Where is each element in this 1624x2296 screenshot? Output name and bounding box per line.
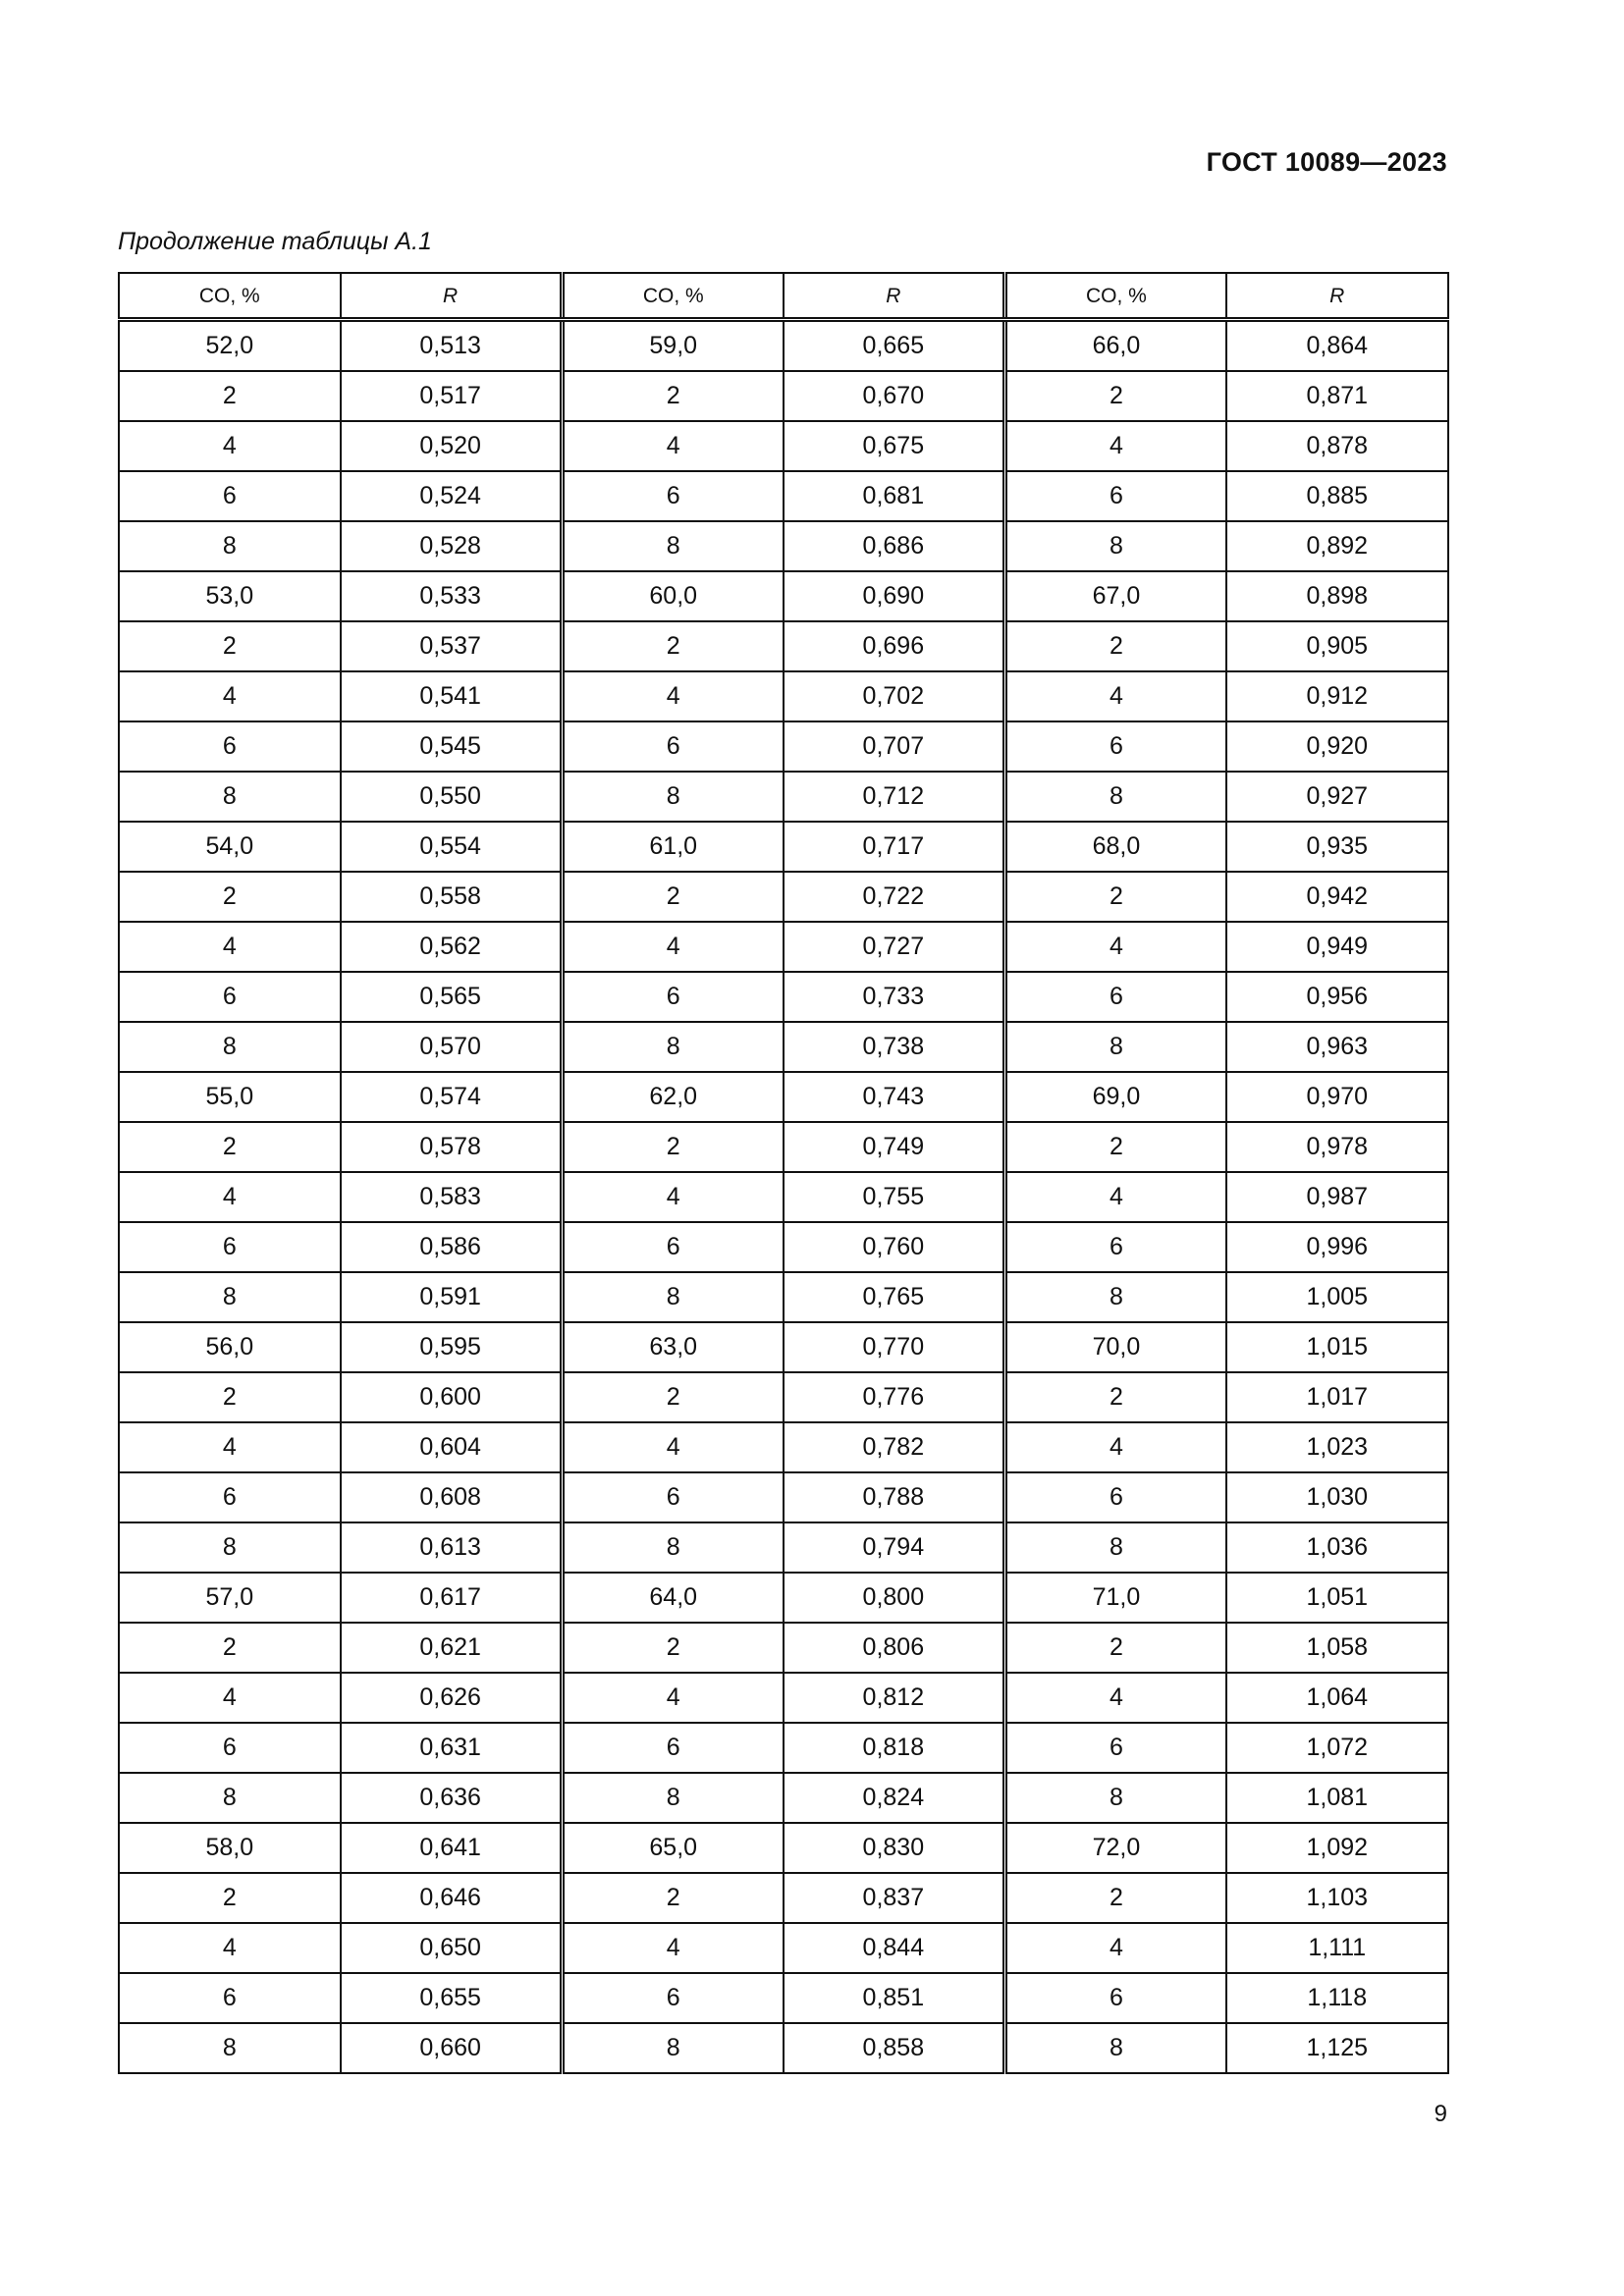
table-row <box>119 1973 1448 2023</box>
r-value-cell: 0,987 <box>1226 1172 1448 1222</box>
r-value-cell: 0,743 <box>784 1072 1005 1122</box>
standard-code: ГОСТ 10089—2023 <box>1206 147 1447 177</box>
r-value-cell: 0,586 <box>341 1222 563 1272</box>
table-row <box>119 721 1448 772</box>
co-percent-cell: 6 <box>119 1973 341 2023</box>
co-percent-cell: 4 <box>1004 671 1226 721</box>
co-percent-cell: 64,0 <box>562 1573 784 1623</box>
co-percent-cell: 52,0 <box>119 320 341 372</box>
r-value-cell: 0,738 <box>784 1022 1005 1072</box>
table-row <box>119 1923 1448 1973</box>
r-value-cell: 0,898 <box>1226 571 1448 621</box>
co-percent-cell: 8 <box>119 1272 341 1322</box>
co-percent-cell: 8 <box>562 1522 784 1573</box>
co-percent-cell: 4 <box>1004 922 1226 972</box>
r-value-cell: 0,727 <box>784 922 1005 972</box>
co-percent-cell: 8 <box>562 1022 784 1072</box>
co-percent-cell: 8 <box>562 2023 784 2073</box>
co-percent-cell: 4 <box>562 922 784 972</box>
r-value-cell: 0,641 <box>341 1823 563 1873</box>
r-value-cell: 0,636 <box>341 1773 563 1823</box>
header-co-1: CO, % <box>119 273 341 320</box>
co-percent-cell: 8 <box>119 772 341 822</box>
r-value-cell: 0,550 <box>341 772 563 822</box>
co-percent-cell: 4 <box>562 421 784 471</box>
co-percent-cell: 4 <box>562 671 784 721</box>
co-percent-cell: 63,0 <box>562 1322 784 1372</box>
co-percent-cell: 2 <box>562 1372 784 1422</box>
co-percent-cell: 6 <box>562 1472 784 1522</box>
r-value-cell: 0,565 <box>341 972 563 1022</box>
co-percent-cell: 8 <box>119 521 341 571</box>
table-row <box>119 1022 1448 1072</box>
co-percent-cell: 6 <box>119 471 341 521</box>
r-value-cell: 0,696 <box>784 621 1005 671</box>
r-value-cell: 0,963 <box>1226 1022 1448 1072</box>
r-value-cell: 0,524 <box>341 471 563 521</box>
r-value-cell: 0,541 <box>341 671 563 721</box>
table-row <box>119 922 1448 972</box>
co-percent-cell: 8 <box>119 1522 341 1573</box>
table-row <box>119 671 1448 721</box>
r-value-cell: 0,578 <box>341 1122 563 1172</box>
co-percent-cell: 66,0 <box>1004 320 1226 372</box>
r-value-cell: 1,103 <box>1226 1873 1448 1923</box>
r-value-cell: 0,885 <box>1226 471 1448 521</box>
co-percent-cell: 4 <box>119 1422 341 1472</box>
r-value-cell: 0,776 <box>784 1372 1005 1422</box>
table-row <box>119 972 1448 1022</box>
co-percent-cell: 6 <box>1004 1472 1226 1522</box>
r-value-cell: 1,015 <box>1226 1322 1448 1372</box>
co-percent-cell: 6 <box>562 1222 784 1272</box>
co-percent-cell: 6 <box>119 721 341 772</box>
table-row <box>119 1472 1448 1522</box>
co-percent-cell: 4 <box>562 1172 784 1222</box>
r-value-cell: 0,760 <box>784 1222 1005 1272</box>
r-value-cell: 0,812 <box>784 1673 1005 1723</box>
header-co-3: CO, % <box>1004 273 1226 320</box>
table-row <box>119 1623 1448 1673</box>
r-value-cell: 1,111 <box>1226 1923 1448 1973</box>
table-row <box>119 1072 1448 1122</box>
table-row <box>119 1573 1448 1623</box>
r-value-cell: 1,125 <box>1226 2023 1448 2073</box>
r-value-cell: 1,005 <box>1226 1272 1448 1322</box>
co-percent-cell: 4 <box>562 1923 784 1973</box>
r-value-cell: 0,670 <box>784 371 1005 421</box>
r-value-cell: 0,942 <box>1226 872 1448 922</box>
r-value-cell: 0,574 <box>341 1072 563 1122</box>
co-r-table <box>118 272 1449 2074</box>
co-percent-cell: 2 <box>1004 621 1226 671</box>
r-value-cell: 0,650 <box>341 1923 563 1973</box>
table-row <box>119 2023 1448 2073</box>
co-percent-cell: 8 <box>1004 1022 1226 1072</box>
r-value-cell: 1,051 <box>1226 1573 1448 1623</box>
r-value-cell: 0,621 <box>341 1623 563 1673</box>
co-percent-cell: 2 <box>562 371 784 421</box>
co-percent-cell: 8 <box>562 1773 784 1823</box>
table-row <box>119 371 1448 421</box>
r-value-cell: 0,830 <box>784 1823 1005 1873</box>
co-percent-cell: 70,0 <box>1004 1322 1226 1372</box>
co-percent-cell: 4 <box>119 421 341 471</box>
r-value-cell: 0,528 <box>341 521 563 571</box>
co-percent-cell: 4 <box>119 671 341 721</box>
r-value-cell: 0,570 <box>341 1022 563 1072</box>
r-value-cell: 1,017 <box>1226 1372 1448 1422</box>
r-value-cell: 1,058 <box>1226 1623 1448 1673</box>
co-percent-cell: 65,0 <box>562 1823 784 1873</box>
co-percent-cell: 4 <box>1004 1923 1226 1973</box>
co-percent-cell: 8 <box>119 2023 341 2073</box>
co-percent-cell: 2 <box>562 1873 784 1923</box>
table-header-row <box>119 273 1448 320</box>
table-row <box>119 1222 1448 1272</box>
r-value-cell: 1,118 <box>1226 1973 1448 2023</box>
co-percent-cell: 6 <box>562 1723 784 1773</box>
r-value-cell: 0,878 <box>1226 421 1448 471</box>
r-value-cell: 0,707 <box>784 721 1005 772</box>
r-value-cell: 0,646 <box>341 1873 563 1923</box>
co-percent-cell: 6 <box>562 471 784 521</box>
co-percent-cell: 72,0 <box>1004 1823 1226 1873</box>
r-value-cell: 0,920 <box>1226 721 1448 772</box>
r-value-cell: 0,749 <box>784 1122 1005 1172</box>
co-percent-cell: 2 <box>119 621 341 671</box>
co-percent-cell: 6 <box>562 972 784 1022</box>
r-value-cell: 0,818 <box>784 1723 1005 1773</box>
co-percent-cell: 2 <box>119 872 341 922</box>
r-value-cell: 0,978 <box>1226 1122 1448 1172</box>
table-row <box>119 872 1448 922</box>
table-row <box>119 1322 1448 1372</box>
r-value-cell: 0,660 <box>341 2023 563 2073</box>
co-percent-cell: 8 <box>1004 1773 1226 1823</box>
co-percent-cell: 6 <box>1004 1222 1226 1272</box>
r-value-cell: 0,520 <box>341 421 563 471</box>
r-value-cell: 0,905 <box>1226 621 1448 671</box>
r-value-cell: 0,722 <box>784 872 1005 922</box>
co-percent-cell: 4 <box>119 1673 341 1723</box>
co-percent-cell: 6 <box>1004 972 1226 1022</box>
table-row <box>119 1823 1448 1873</box>
r-value-cell: 0,613 <box>341 1522 563 1573</box>
r-value-cell: 0,537 <box>341 621 563 671</box>
co-percent-cell: 4 <box>562 1422 784 1472</box>
r-value-cell: 0,733 <box>784 972 1005 1022</box>
r-value-cell: 0,837 <box>784 1873 1005 1923</box>
r-value-cell: 0,558 <box>341 872 563 922</box>
r-value-cell: 0,533 <box>341 571 563 621</box>
table-row <box>119 1873 1448 1923</box>
co-percent-cell: 6 <box>119 1472 341 1522</box>
r-value-cell: 0,554 <box>341 822 563 872</box>
r-value-cell: 0,675 <box>784 421 1005 471</box>
table-row <box>119 1122 1448 1172</box>
co-percent-cell: 6 <box>1004 721 1226 772</box>
co-percent-cell: 8 <box>1004 1522 1226 1573</box>
co-percent-cell: 6 <box>562 1973 784 2023</box>
co-percent-cell: 2 <box>1004 1122 1226 1172</box>
r-value-cell: 0,800 <box>784 1573 1005 1623</box>
r-value-cell: 0,788 <box>784 1472 1005 1522</box>
table-row <box>119 1272 1448 1322</box>
r-value-cell: 0,690 <box>784 571 1005 621</box>
co-percent-cell: 2 <box>562 1122 784 1172</box>
r-value-cell: 0,686 <box>784 521 1005 571</box>
table-row <box>119 1723 1448 1773</box>
co-percent-cell: 2 <box>1004 1372 1226 1422</box>
r-value-cell: 0,949 <box>1226 922 1448 972</box>
r-value-cell: 0,604 <box>341 1422 563 1472</box>
co-percent-cell: 61,0 <box>562 822 784 872</box>
co-percent-cell: 8 <box>119 1773 341 1823</box>
co-percent-cell: 4 <box>1004 1422 1226 1472</box>
r-value-cell: 0,631 <box>341 1723 563 1773</box>
co-percent-cell: 4 <box>1004 421 1226 471</box>
r-value-cell: 1,064 <box>1226 1673 1448 1723</box>
r-value-cell: 0,545 <box>341 721 563 772</box>
r-value-cell: 0,806 <box>784 1623 1005 1673</box>
r-value-cell: 0,794 <box>784 1522 1005 1573</box>
r-value-cell: 0,583 <box>341 1172 563 1222</box>
table-row <box>119 320 1448 372</box>
page-number: 9 <box>1434 2101 1447 2127</box>
r-value-cell: 0,927 <box>1226 772 1448 822</box>
table-row <box>119 621 1448 671</box>
co-percent-cell: 6 <box>1004 471 1226 521</box>
table-body <box>119 320 1448 2074</box>
r-value-cell: 0,562 <box>341 922 563 972</box>
co-percent-cell: 55,0 <box>119 1072 341 1122</box>
co-percent-cell: 2 <box>1004 872 1226 922</box>
table-row <box>119 1773 1448 1823</box>
r-value-cell: 0,617 <box>341 1573 563 1623</box>
table-row <box>119 1372 1448 1422</box>
table-row <box>119 1422 1448 1472</box>
r-value-cell: 0,864 <box>1226 320 1448 372</box>
co-percent-cell: 8 <box>1004 2023 1226 2073</box>
r-value-cell: 0,755 <box>784 1172 1005 1222</box>
co-percent-cell: 59,0 <box>562 320 784 372</box>
co-percent-cell: 6 <box>119 972 341 1022</box>
co-percent-cell: 8 <box>119 1022 341 1072</box>
co-percent-cell: 69,0 <box>1004 1072 1226 1122</box>
co-percent-cell: 2 <box>119 1372 341 1422</box>
header-co-2: CO, % <box>562 273 784 320</box>
co-percent-cell: 8 <box>562 772 784 822</box>
table-row <box>119 571 1448 621</box>
header-r-3: R <box>1226 273 1448 320</box>
table-row <box>119 421 1448 471</box>
co-percent-cell: 2 <box>119 371 341 421</box>
table-row <box>119 1522 1448 1573</box>
co-percent-cell: 4 <box>562 1673 784 1723</box>
r-value-cell: 0,844 <box>784 1923 1005 1973</box>
table-row <box>119 521 1448 571</box>
co-percent-cell: 4 <box>119 922 341 972</box>
r-value-cell: 0,970 <box>1226 1072 1448 1122</box>
r-value-cell: 1,092 <box>1226 1823 1448 1873</box>
co-percent-cell: 2 <box>1004 371 1226 421</box>
table-row <box>119 1673 1448 1723</box>
co-percent-cell: 2 <box>562 621 784 671</box>
co-percent-cell: 68,0 <box>1004 822 1226 872</box>
co-percent-cell: 6 <box>1004 1973 1226 2023</box>
co-percent-cell: 8 <box>562 521 784 571</box>
co-percent-cell: 2 <box>119 1623 341 1673</box>
r-value-cell: 0,717 <box>784 822 1005 872</box>
co-percent-cell: 62,0 <box>562 1072 784 1122</box>
r-value-cell: 0,996 <box>1226 1222 1448 1272</box>
co-percent-cell: 2 <box>1004 1623 1226 1673</box>
co-percent-cell: 67,0 <box>1004 571 1226 621</box>
r-value-cell: 0,782 <box>784 1422 1005 1472</box>
co-percent-cell: 60,0 <box>562 571 784 621</box>
r-value-cell: 0,608 <box>341 1472 563 1522</box>
co-percent-cell: 54,0 <box>119 822 341 872</box>
r-value-cell: 0,665 <box>784 320 1005 372</box>
co-percent-cell: 2 <box>562 1623 784 1673</box>
co-percent-cell: 53,0 <box>119 571 341 621</box>
r-value-cell: 0,871 <box>1226 371 1448 421</box>
r-value-cell: 0,912 <box>1226 671 1448 721</box>
table-row <box>119 822 1448 872</box>
r-value-cell: 0,858 <box>784 2023 1005 2073</box>
r-value-cell: 0,600 <box>341 1372 563 1422</box>
r-value-cell: 1,036 <box>1226 1522 1448 1573</box>
r-value-cell: 0,765 <box>784 1272 1005 1322</box>
co-percent-cell: 4 <box>119 1172 341 1222</box>
r-value-cell: 1,072 <box>1226 1723 1448 1773</box>
co-percent-cell: 2 <box>119 1122 341 1172</box>
header-r-2: R <box>784 273 1005 320</box>
co-percent-cell: 6 <box>119 1723 341 1773</box>
r-value-cell: 1,081 <box>1226 1773 1448 1823</box>
r-value-cell: 0,681 <box>784 471 1005 521</box>
co-percent-cell: 2 <box>562 872 784 922</box>
co-percent-cell: 8 <box>1004 1272 1226 1322</box>
r-value-cell: 0,956 <box>1226 972 1448 1022</box>
co-percent-cell: 56,0 <box>119 1322 341 1372</box>
r-value-cell: 0,702 <box>784 671 1005 721</box>
co-percent-cell: 71,0 <box>1004 1573 1226 1623</box>
co-percent-cell: 4 <box>1004 1172 1226 1222</box>
co-percent-cell: 58,0 <box>119 1823 341 1873</box>
co-percent-cell: 2 <box>119 1873 341 1923</box>
table-caption: Продолжение таблицы А.1 <box>118 228 432 255</box>
co-percent-cell: 6 <box>562 721 784 772</box>
r-value-cell: 0,770 <box>784 1322 1005 1372</box>
co-percent-cell: 6 <box>1004 1723 1226 1773</box>
table-row <box>119 1172 1448 1222</box>
r-value-cell: 0,712 <box>784 772 1005 822</box>
co-percent-cell: 4 <box>119 1923 341 1973</box>
header-r-1: R <box>341 273 563 320</box>
r-value-cell: 0,595 <box>341 1322 563 1372</box>
r-value-cell: 0,513 <box>341 320 563 372</box>
table-row <box>119 772 1448 822</box>
co-percent-cell: 6 <box>119 1222 341 1272</box>
table-row <box>119 471 1448 521</box>
r-value-cell: 0,626 <box>341 1673 563 1723</box>
table-header <box>119 273 1448 320</box>
r-value-cell: 0,824 <box>784 1773 1005 1823</box>
co-percent-cell: 57,0 <box>119 1573 341 1623</box>
r-value-cell: 1,023 <box>1226 1422 1448 1472</box>
co-percent-cell: 2 <box>1004 1873 1226 1923</box>
co-percent-cell: 4 <box>1004 1673 1226 1723</box>
r-value-cell: 0,935 <box>1226 822 1448 872</box>
r-value-cell: 0,655 <box>341 1973 563 2023</box>
r-value-cell: 0,851 <box>784 1973 1005 2023</box>
r-value-cell: 0,892 <box>1226 521 1448 571</box>
co-percent-cell: 8 <box>1004 521 1226 571</box>
co-percent-cell: 8 <box>562 1272 784 1322</box>
r-value-cell: 1,030 <box>1226 1472 1448 1522</box>
r-value-cell: 0,517 <box>341 371 563 421</box>
co-percent-cell: 8 <box>1004 772 1226 822</box>
r-value-cell: 0,591 <box>341 1272 563 1322</box>
